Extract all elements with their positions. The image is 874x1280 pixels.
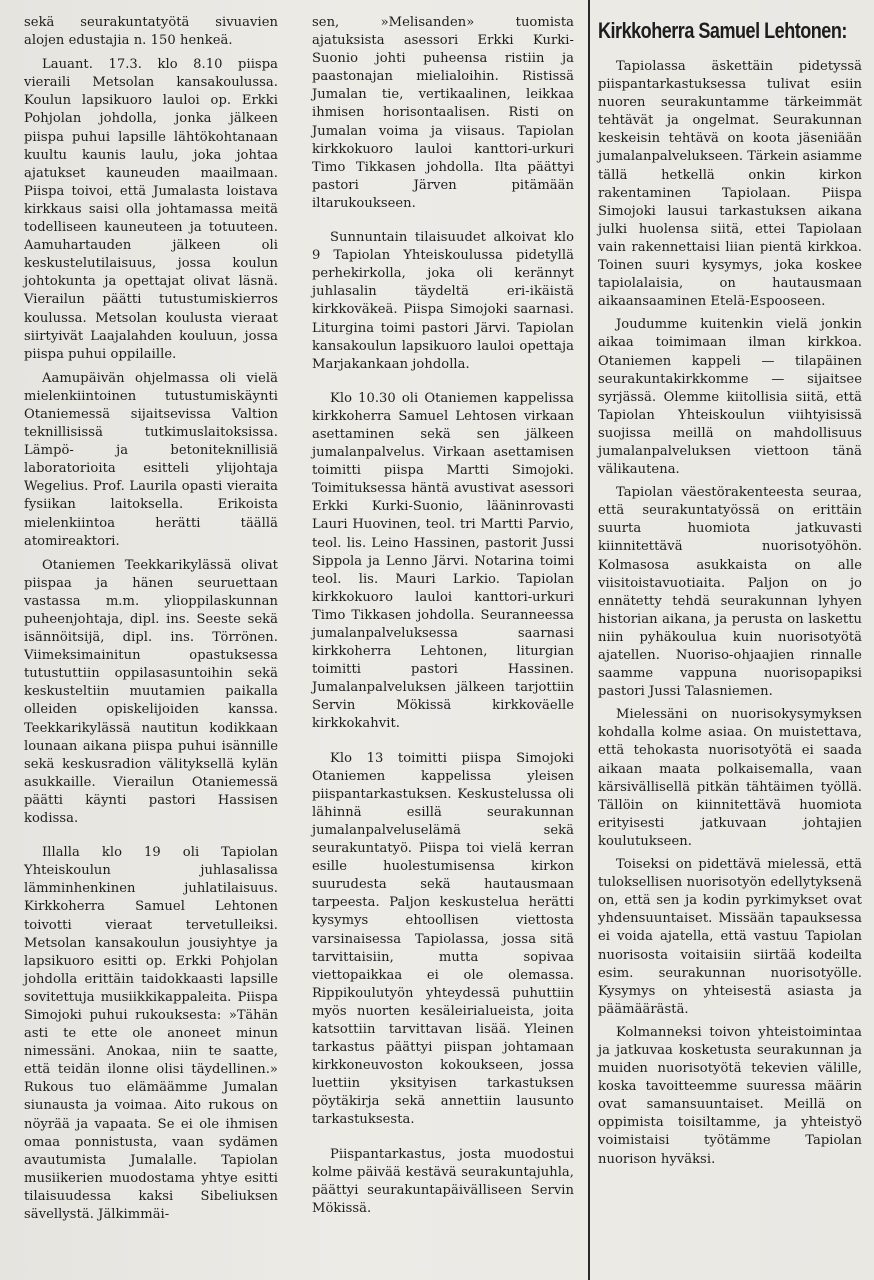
paragraph: Illalla klo 19 oli Tapiolan Yhteiskoulun juhlasalissa lämminhenkinen juhlatilaisuus. Kirkkoherra Samuel Lehtonen toivotti vieraat tervetulleiksi. Metsolan kansakoulun jousiyhtye ja lapsikuoro esitti op. Erkki Pohjolan johdolla erittäin taidokkaasti lapsille sovitettuja musiikkikappaleita. Piispa Simojoki puhui rukouksesta: »Tähän asti te ette ole anoneet minun nimessäni. Anokaa, niin te saatte, että teidän ilonne olisi täydellinen.» Rukous tuo elämäämme Jumalan siunausta ja voimaa. Aito rukous on nöyrää ja vapaata. Se ei ole ihmisen omaa ponnistusta, vaan sydämen avautumista Jumalalle. Tapiolan musiikerien muodostama yhtye esitti tilaisuudessa kaksi Sibeliuksen sävellystä. Jälkimmäi- [24, 845, 278, 1222]
paragraph: Aamupäivän ohjelmassa oli vielä mielenkiintoinen tutustumiskäynti Otaniemessä sijaitsevissa Valtion teknillisissä tutkimuslaitoksissa. Lämpö- ja betoniteknillisiä laboratorioita esitteli ylijohtaja Wegelius. Prof. Laurila opasti vieraita fysiikan laitoksella. Erikoista mielenkiintoa herätti täällä atomireaktori. [24, 370, 278, 549]
paragraph: Joudumme kuitenkin vielä jonkin aikaa toimimaan ilman kirkkoa. Otaniemen kappeli — tilapäinen seurakuntakirkkomme — sijaitsee syrjässä. Olemme kiitollisia siitä, että Tapiolan Yhteiskoulun viihtyisissä suojissa meillä on mahdollisuus jumalanpalveluksen viettoon tänä välikautena. [598, 317, 862, 478]
article-column-middle [312, 14, 574, 1224]
paragraph: Klo 10.30 oli Otaniemen kappelissa kirkkoherra Samuel Lehtosen virkaan asettaminen sekä sen jälkeen jumalanpalvelus. Virkaan asettamisen toimitti piispa Martti Simojoki. Toimituksessa häntä avustivat asessori Erkki Kurki-Suonio, lääninrovasti Lauri Huovinen, teol. tri Martti Parvio, teol. lis. Leino Hassinen, pastorit Jussi Sippola ja Lenno Järvi. Notarina toimi teol. lis. Mauri Larkio. Tapiolan kirkkokuoro lauloi kanttori-urkuri Timo Tikkasen johdolla. Seuranneessa jumalanpalveluksessa saarnasi kirkkoherra Lehtonen, liturgian toimitti pastori Hassinen. Jumalanpalveluksen jälkeen tarjottiin Servin Mökissä kirkkoväelle kirkkokahvit. [312, 390, 574, 732]
paragraph: Sunnuntain tilaisuudet alkoivat klo 9 Tapiolan Yhteiskoulussa pidetyllä perhekirkolla, joka oli kerännyt juhlasalin täydeltä eri-ikäistä kirkkoväkeä. Piispa Simojoki saarnasi. Liturgina toimi pastori Järvi. Tapiolan kansakoulun lapsikuoro lauloi opettaja Marjakankaan johdolla. [312, 230, 574, 372]
paragraph: Mielessäni on nuorisokysymyksen kohdalla kolme asiaa. On muistettava, että tehokasta nuorisotyötä ei saada aikaan maata polkaisemalla, vaan kärsivällisellä pitkän tähtäimen työllä. Tällöin on kiinnitettävä huomiota erityisesti jatkuvaan johtajien koulutukseen. [598, 707, 862, 849]
sidebar-column [598, 14, 862, 1174]
paragraph: Klo 13 toimitti piispa Simojoki Otaniemen kappelissa yleisen piispantarkastuksen. Keskustelussa oli lähinnä esillä seurakunnan jumalanpalveluselämä sekä seurakuntatyö. Piispa toi vielä kerran esille huolestumisensa kirkon suurudesta sekä hautausmaan tarpeesta. Paljon keskustelua herätti kysymys ehtoollisen viettosta varsinaisessa Tapiolassa, jossa sitä tarvittaisiin, mutta sopivaa viettopaikkaa ei ole olemassa. Rippikoulutyön yhteydessä puhuttiin myös nuorten kesäleirialueista, joita katsottiin tarvittavan lisää. Yleinen tarkastus päättyi piispan johtamaan kirkkoneuvoston kokoukseen, jossa luettiin yksityisen tarkastuksen pöytäkirja sekä annettiin lausunto tarkastuksesta. [312, 750, 574, 1128]
paragraph: Kolmanneksi toivon yhteistoimintaa ja jatkuvaa kosketusta seurakunnan ja muiden nuorisotyötä tekevien välille, koska tavoitteemme suuressa määrin ovat samansuuntaiset. Meillä on oppimista toisiltamme, ja yhteistyö voimistaisi työtämme Tapiolan nuorison hyväksi. [598, 1024, 862, 1167]
sidebar-headline: Kirkkoherra Samuel Lehtonen: [598, 18, 847, 43]
paragraph: Otaniemen Teekkarikylässä olivat piispaa ja hänen seuruettaan vastassa m.m. ylioppilaskunnan puheenjohtaja, dipl. ins. Seeste sekä isännöitsijä, dipl. ins. Törrönen. Viimeksimainitun opastuksessa tutustuttiin oppilasasuntoihin sekä keskusteltiin muutamien paikalla olleiden opiskelijoiden kanssa. Teekkarikylässä nautitun kodikkaan lounaan aikana piispa puhui isännille sekä keskusradion välityksellä kylän asukkaille. Vierailun Otaniemessä päätti käynti pastori Hassisen kodissa. [24, 557, 278, 827]
paragraph: Piispantarkastus, josta muodostui kolme päivää kestävä seurakuntajuhla, päättyi seurakuntapäivälliseen Servin Mökissä. [312, 1146, 574, 1216]
sidebar-body [598, 58, 862, 1169]
column-divider [588, 0, 590, 1280]
paragraph: sen, »Melisanden» tuomista ajatuksista asessori Erkki Kurki-Suonio johti puheensa ristiin ja paastonajan mielialoihin. Ristissä Jumalan tie, vertikaalinen, leikkaa ihmisen horisontaalisen. Risti on Jumalan voima ja viisaus. Tapiolan kirkkokuoro lauloi kanttori-urkuri Timo Tikkasen johdolla. Ilta päättyi pastori Järven pitämään iltarukoukseen. [312, 15, 574, 211]
paragraph: Tapiolassa äskettäin pidetyssä piispantarkastuksessa tulivat esiin nuoren seurakuntamme tärkeimmät tehtävät ja ongelmat. Seurakunnan keskeisin tehtävä on koota jäseniään jumalanpalvelukseen. Tärkein asiamme tällä hetkellä onkin kirkon rakentaminen Tapiolaan. Piispa Simojoki lausui tarkastuksen aikana julki huolensa siitä, ettei Tapiolaan vain rakennettaisi liian pientä kirkkoa. Toinen suuri kysymys, joka koskee tapiolalaisia, on hautausmaan aikaansaaminen Etelä-Espooseen. [598, 59, 862, 310]
paragraph: Lauant. 17.3. klo 8.10 piispa vieraili Metsolan kansakoulussa. Koulun lapsikuoro lauloi op. Erkki Pohjolan johdolla, jonka jälkeen piispa puhui lapsille lähtökohtanaan kuultu kaunis laulu, joka johtaa ajatukset kauneuden maailmaan. Piispa toivoi, että Jumalasta loistava kirkkaus saisi olla johtamassa meitä todelliseen kauneuteen ja totuuteen. Aamuhartauden jälkeen oli keskustelutilaisuus, jossa koulun johtokunta ja opettajat olivat läsnä. Vierailun päätti tutustumiskierros koulussa. Metsolan koulusta vieraat siirtyivät Laajalahden kouluun, jossa piispa puhui oppilaille. [24, 57, 278, 362]
paragraph: Toiseksi on pidettävä mielessä, että tuloksellisen nuorisotyön edellytyksenä on, että sen ja kodin pyrkimykset ovat yhdensuuntaiset. Missään tapauksessa ei voida ajatella, että vastuu Tapiolan nuorisosta voitaisiin siirtää kodeilta esim. seurakunnan nuorisotyölle. Kysymys on yhteisestä asiasta ja päämäärästä. [598, 857, 862, 1017]
paragraph: Tapiolan väestörakenteesta seuraa, että seurakuntatyössä on erittäin suurta huomiota jatkuvasti kiinnitettävä nuorisotyöhön. Kolmasosa asukkaista on alle viisitoistavuotiaita. Paljon on jo ennätetty tehdä seurakunnan lyhyen historian aikana, ja perusta on laskettu niin pyhäkoulua kuin nuorisotyötä ajatellen. Nuoriso-ohjaajien rinnalle saamme vappuna nuorisopapiksi pastori Jussi Talasniemen. [598, 485, 862, 700]
article-column-left [24, 14, 278, 1230]
paragraph: sekä seurakuntatyötä sivuavien alojen edustajia n. 150 henkeä. [24, 15, 278, 49]
